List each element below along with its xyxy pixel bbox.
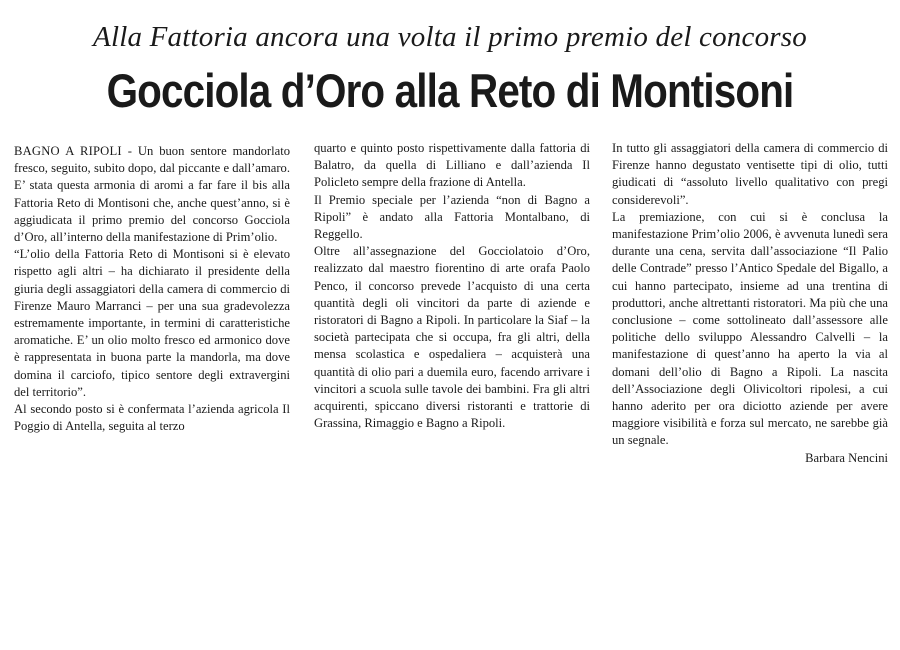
purchase-paragraph: Oltre all’assegnazione del Gocciolatoio d’Oro, realizzato dal maestro fiorentino di arte orafa Paolo Penco, il concorso prevede l’acquisto di una certa quantità degli oli vincitori da parte di aziende e ristoratori di Bagno a Ripoli. In particolare la Siaf – la società partecipata che si occupa, fra gli altri, della mensa scolastica e ospedaliera – acquisterà una quantità di olio pari a duemila euro, facendo arrivare i vincitori a scuola sulle tavole dei bambini. Fra gli altri acquirenti, spiccano diversi ristoranti e trattorie di Grassina, Rimaggio e Bagno a Ripoli. xyxy=(314,244,590,431)
article-kicker: Alla Fattoria ancora una volta il primo premio del concorso xyxy=(93,21,807,53)
lead-paragraph xyxy=(14,143,290,246)
rankings-paragraph: quarto e quinto posto rispettivamente dalla fattoria di Balatro, da quella di Lilliano e dall’azienda Il Policleto sempre della frazione di Antella. xyxy=(314,141,590,190)
lead-text: - Un buon sentore mandorlato fresco, seguito, subito dopo, dal piccante e dall’amaro. E’ stata questa armonia di aromi a far fare il bis alla Fattoria Reto di Montisoni che, anche quest’anno, si è aggiudicata il primo premio del concorso Gocciola d’Oro, all’interno della manifestazione di Prim’olio. xyxy=(14,144,290,245)
article-column-2 xyxy=(314,140,590,432)
article-headline: Gocciola d’Oro alla Reto di Montisoni xyxy=(106,64,794,117)
dateline: BAGNO A RIPOLI xyxy=(14,144,122,158)
article-column-1 xyxy=(14,143,290,435)
second-place-paragraph: Al secondo posto si è confermata l’azienda agricola Il Poggio di Antella, seguita al terzo xyxy=(14,402,290,434)
special-prize-paragraph: Il Premio speciale per l’azienda “non di Bagno a Ripoli” è andato alla Fattoria Montalbano, di Reggello. xyxy=(314,192,590,242)
article-column-3 xyxy=(612,140,888,467)
byline: Barbara Nencini xyxy=(805,450,888,465)
quote-paragraph: “L’olio della Fattoria Reto di Montisoni si è elevato rispetto agli altri – ha dichiarato il presidente della giuria degli assaggiatori della camera di commercio di Firenze Mauro Marranci – per una sua gradevolezza estremamente importante, in termini di caratteristiche aromatiche. E’ un olio molto fresco ed armonico dove è rappresentata in buona parte la mandorla, ma dove domina il carciofo, tipico sentore degli extravergini del territorio”. xyxy=(14,247,290,399)
ceremony-paragraph: La premiazione, con cui si è conclusa la manifestazione Prim’olio 2006, è avvenuta lunedì sera durante una cena, servita dall’associazione “Il Palio delle Contrade” presso l’Antico Spedale del Bigallo, a cui hanno partecipato, insieme ad una trentina di produttori, anche altrettanti ristoratori. Ma più che una conclusione – come sottolineato dall’assessore alle politiche dello sviluppo Alessandro Calvelli – la manifestazione di quest’anno ha aperto la via al domani dell’olio di Bagno a Ripoli. La nascita dell’Associazione degli Olivicoltori ripolesi, a cui hanno aderito per ora diciotto aziende per avere maggiore visibilità e forza sul mercato, ne sarebbe già un segnale. xyxy=(612,209,888,448)
tasting-paragraph: In tutto gli assaggiatori della camera di commercio di Firenze hanno degustato ventisette tipi di olio, tutti giudicati di “assoluto livello qualitativo con pregi considerevoli”. xyxy=(612,141,888,207)
